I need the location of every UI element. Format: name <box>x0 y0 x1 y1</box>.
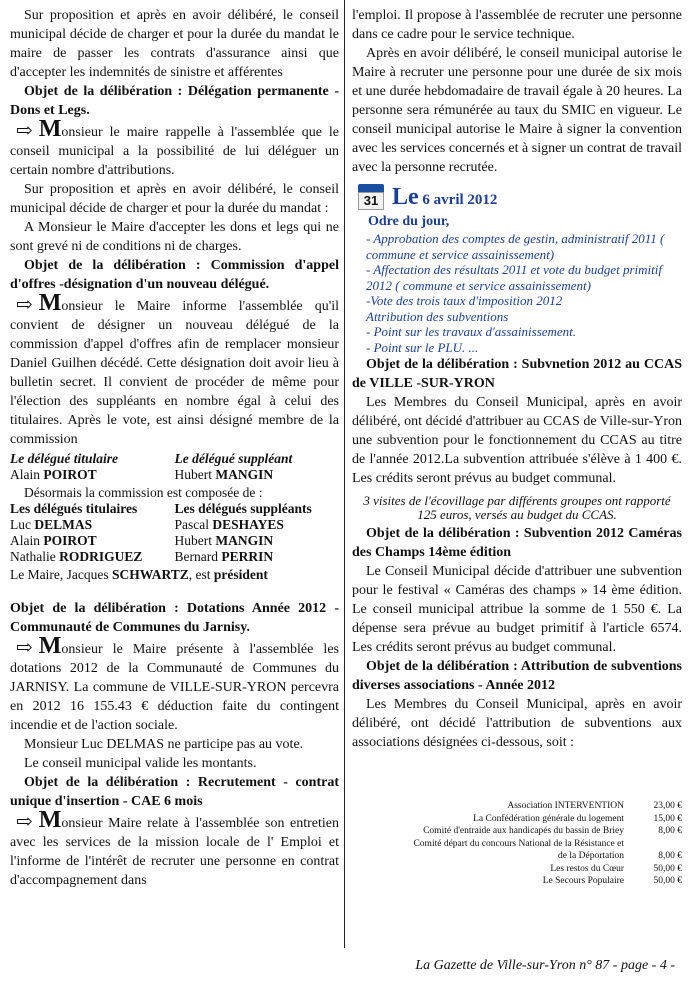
paragraph-text: onsieur le Maire informe l'assemblée qu'il convient de désigner un nouveau délégué de la commission d'appel d'offres afin de remplacer monsieur Daniel Guilhen décédé. Cette désignation doit avoir lieu à bulletin secret. Il convient de procéder de même pour l'élection des suppléants en nombre égal à celui des titulaires. Après le vote, est ainsi désigné membre de la commission <box>10 299 339 447</box>
table-row: La Confédération générale du logement 15,00 € <box>473 813 682 824</box>
section-heading: Objet de la délibération : Subvnetion 2012 au CCAS de VILLE -SUR-YRON <box>352 357 682 391</box>
drop-letter: M <box>38 116 62 142</box>
paragraph: Les Membres du Conseil Municipal, après en avoir délibéré, ont décidé l'attribution de subventions aux associations désignées ci-dessous, soit : <box>352 697 682 750</box>
paragraph: Le Conseil Municipal décide d'attribuer une subvention pour le festival « Caméras des champs » 14 ème édition. Le conseil municipal attribue la somme de 1 550 €. La dépense sera prévue au budget primitif à l'article 6574. Les crédits seront prévus au budget communal. <box>352 564 682 655</box>
agenda-item: - Affectation des résultats 2011 et vote du budget primitif 2012 ( commune et service assainissement) <box>366 262 662 293</box>
drop-letter: M <box>38 633 62 659</box>
table-row: Association INTERVENTION 23,00 € <box>507 801 682 811</box>
table-header: Le délégué suppléant <box>174 451 293 466</box>
president-line: Le Maire, Jacques SCHWARTZ, est président <box>10 567 268 582</box>
last-name: MANGIN <box>215 467 274 482</box>
table-header: Le délégué titulaire <box>10 451 118 466</box>
section-heading: Objet de la délibération : Recrutement - contrat unique d'insertion - CAE 6 mois <box>10 775 339 809</box>
paragraph: A Monsieur le Maire d'accepter les dons et legs qui ne sont grevé ni de conditions ni de charges. <box>10 220 339 254</box>
first-name: Bernard <box>174 549 222 564</box>
agenda-item: - Point sur le PLU. ... <box>366 339 479 355</box>
paragraph-text: onsieur le maire rappelle à l'assemblée que le conseil municipal a la possibilité de lui déléguer un certain nombre d'attributions. <box>10 125 339 178</box>
subsidies-table <box>352 800 682 888</box>
section-heading: Objet de la délibération : Attribution de subventions diverses associations - Année 2012 <box>352 659 682 693</box>
paragraph: Monsieur Luc DELMAS ne participe pas au vote. <box>24 737 304 752</box>
last-name: MANGIN <box>215 533 274 548</box>
table-row: Les restos du Cœur 50,00 € <box>550 863 682 874</box>
arrow-paragraph <box>10 116 339 180</box>
column-divider <box>344 0 345 948</box>
note: 3 visites de l'écovillage par différents groupes ont rapporté 125 euros, versés au budget du CCAS. <box>363 493 671 522</box>
last-name: POIROT <box>43 467 97 482</box>
table-row <box>10 467 339 483</box>
agenda-item: - Approbation des comptes de gestin, administratif 2011 ( commune et service assainissement) <box>366 231 665 262</box>
paragraph: Désormais la commission est composée de : <box>24 485 263 500</box>
drop-letter: M <box>38 290 62 316</box>
table-row: Comité d'entraide aux handicapés du bassin de Briey 8,00 € <box>423 826 682 836</box>
first-name: Hubert <box>174 467 216 482</box>
first-name: Alain <box>10 467 44 482</box>
drop-letter: M <box>38 807 62 833</box>
paragraph-text: onsieur le Maire présente à l'assemblée les dotations 2012 de la Communauté de Communes du JARNISY. La commune de VILLE-SUR-YRON percevra en 2012 16 155.43 € déduction faite du contingent incendie et de l'action sociale. <box>10 642 339 733</box>
meeting-date: 31 Le 6 avril 2012 <box>352 183 682 211</box>
delegate-table <box>10 451 339 483</box>
right-arrow-icon: ⇨ <box>16 120 33 142</box>
paragraph-text: onsieur Maire relate à l'assemblée son entretien avec les services de la mission locale de l' Emploi et l'informe de l'intérêt de recruter une personne en contrat d'accompagnement dans <box>10 816 339 888</box>
last-name: RODRIGUEZ <box>59 549 143 564</box>
first-name: Nathalie <box>10 549 60 564</box>
table-row <box>10 549 339 565</box>
table-row <box>10 533 339 549</box>
section-heading: Objet de la délibération : Subvention 2012 Caméras des Champs 14ème édition <box>352 526 682 560</box>
last-name: POIROT <box>43 533 97 548</box>
last-name: DELMAS <box>34 517 93 532</box>
commission-table <box>10 501 339 565</box>
right-arrow-icon: ⇨ <box>16 811 33 833</box>
first-name: Luc <box>10 517 35 532</box>
last-name: DESHAYES <box>212 517 284 532</box>
calendar-icon: 31 <box>358 184 384 210</box>
section-heading: Objet de la délibération : Commission d'appel d'offres -désignation d'un nouveau délégué. <box>10 258 339 292</box>
agenda-item: -Vote des trois taux d'imposition 2012 <box>366 293 563 308</box>
agenda-title: Odre du jour, <box>368 214 450 229</box>
table-row: de la Déportation 8,00 € <box>558 851 682 861</box>
arrow-paragraph <box>10 807 339 890</box>
section-heading: Objet de la délibération : Délégation permanente - Dons et Legs. <box>10 84 339 118</box>
first-name: Hubert <box>174 533 216 548</box>
paragraph: Sur proposition et après en avoir délibéré, le conseil municipal décide de charger et pour la durée du mandat le maire de passer les contrats d'assurance ainsi que d'accepter les indemnités de sinistre et afférentes <box>10 8 339 80</box>
last-name: PERRIN <box>221 549 274 564</box>
table-row: Le Secours Populaire 50,00 € <box>542 876 682 886</box>
paragraph: Les Membres du Conseil Municipal, après en avoir délibéré, ont décidé d'attribuer au CCAS de Ville-sur-Yron une subvention pour le fonctionnement du CCAS au titre de l'année 2012.La subvention attribuée s'élève à 1 400 €. Les crédits seront prévus au budget communal. <box>352 395 682 486</box>
table-header: Les délégués titulaires <box>10 501 138 516</box>
paragraph: Après en avoir délibéré, le conseil municipal autorise le Maire à recruter une personne pour une durée de six mois et une durée hebdomadaire de travail égale à 20 heures. La personne sera rémunérée au taux du SMIC en vigueur. Le conseil municipal autorise le Maire à signer la convention avec les services concernés et à signer un contrat de travail avec la personne recrutée. <box>352 46 682 175</box>
first-name: Alain <box>10 533 44 548</box>
first-name: Pascal <box>174 517 213 532</box>
agenda-item: - Point sur les travaux d'assainissement. <box>366 324 577 339</box>
paragraph: Sur proposition et après en avoir délibéré, le conseil municipal décide de charger et pour la durée du mandat : <box>10 182 339 216</box>
table-row <box>10 517 339 533</box>
arrow-paragraph <box>10 633 339 735</box>
paragraph: Le conseil municipal valide les montants. <box>24 756 257 771</box>
left-column <box>10 6 339 890</box>
table-row: Comité départ du concours National de la Résistance et <box>413 838 624 849</box>
arrow-paragraph <box>10 290 339 449</box>
paragraph: l'emploi. Il propose à l'assemblée de recruter une personne dans ce cadre pour le service technique. <box>352 8 682 42</box>
agenda-item: Attribution des subventions <box>366 308 509 324</box>
right-arrow-icon: ⇨ <box>16 637 33 659</box>
section-heading: Objet de la délibération : Dotations Année 2012 - Communauté de Communes du Jarnisy. <box>10 601 339 635</box>
table-header: Les délégués suppléants <box>174 501 312 516</box>
page-footer: La Gazette de Ville-sur-Yron n° 87 - page - 4 - <box>415 958 675 973</box>
right-column <box>352 6 682 888</box>
right-arrow-icon: ⇨ <box>16 294 33 316</box>
